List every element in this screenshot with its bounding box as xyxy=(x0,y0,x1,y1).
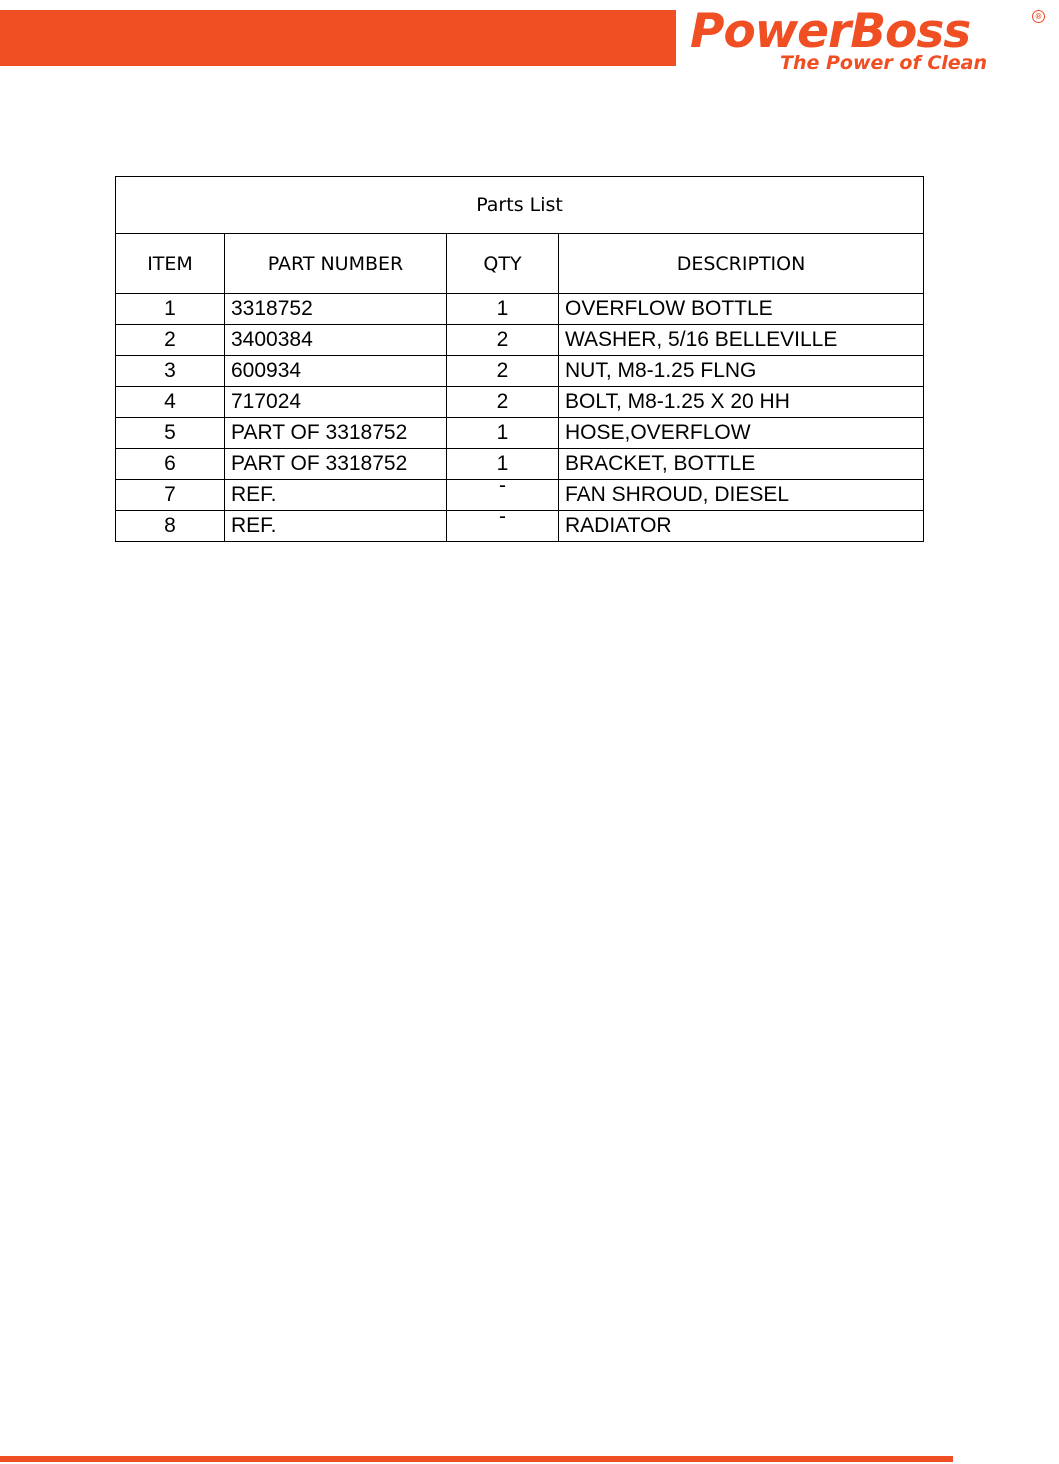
qty-cell: 2 xyxy=(447,356,559,387)
description-cell: HOSE,OVERFLOW xyxy=(559,418,924,449)
footer-bar xyxy=(0,1456,953,1462)
description-cell: BRACKET, BOTTLE xyxy=(559,449,924,480)
column-header-qty: QTY xyxy=(447,234,559,294)
table-row xyxy=(116,356,924,387)
part-number-cell: 3318752 xyxy=(225,294,447,325)
item-cell: 1 xyxy=(116,294,225,325)
table-row xyxy=(116,480,924,511)
description-cell: OVERFLOW BOTTLE xyxy=(559,294,924,325)
table-row xyxy=(116,511,924,542)
part-number-cell: REF. xyxy=(225,480,447,511)
table-title: Parts List xyxy=(116,177,924,234)
brand-logo xyxy=(690,4,1050,76)
registered-mark: ® xyxy=(1032,10,1045,23)
qty-cell: - xyxy=(447,480,559,511)
item-cell: 8 xyxy=(116,511,225,542)
table-title-row xyxy=(116,177,924,234)
table-row xyxy=(116,325,924,356)
table-row xyxy=(116,449,924,480)
description-cell: FAN SHROUD, DIESEL xyxy=(559,480,924,511)
part-number-cell: PART OF 3318752 xyxy=(225,449,447,480)
column-header-part-number: PART NUMBER xyxy=(225,234,447,294)
column-header-description: DESCRIPTION xyxy=(559,234,924,294)
item-cell: 7 xyxy=(116,480,225,511)
qty-cell: 1 xyxy=(447,449,559,480)
qty-cell: 1 xyxy=(447,294,559,325)
brand-name: PowerBoss xyxy=(690,4,971,59)
qty-cell: 2 xyxy=(447,325,559,356)
qty-cell: - xyxy=(447,511,559,542)
item-cell: 6 xyxy=(116,449,225,480)
part-number-cell: PART OF 3318752 xyxy=(225,418,447,449)
column-header-item: ITEM xyxy=(116,234,225,294)
parts-list-table xyxy=(115,176,924,542)
part-number-cell: 600934 xyxy=(225,356,447,387)
table-header-row xyxy=(116,234,924,294)
header-bar xyxy=(0,10,676,66)
table-row xyxy=(116,294,924,325)
table-row xyxy=(116,387,924,418)
description-cell: WASHER, 5/16 BELLEVILLE xyxy=(559,325,924,356)
description-cell: RADIATOR xyxy=(559,511,924,542)
description-cell: BOLT, M8-1.25 X 20 HH xyxy=(559,387,924,418)
description-cell: NUT, M8-1.25 FLNG xyxy=(559,356,924,387)
brand-tagline: The Power of Clean xyxy=(780,52,988,74)
item-cell: 2 xyxy=(116,325,225,356)
table-row xyxy=(116,418,924,449)
item-cell: 5 xyxy=(116,418,225,449)
qty-cell: 2 xyxy=(447,387,559,418)
item-cell: 4 xyxy=(116,387,225,418)
item-cell: 3 xyxy=(116,356,225,387)
part-number-cell: 717024 xyxy=(225,387,447,418)
part-number-cell: REF. xyxy=(225,511,447,542)
qty-cell: 1 xyxy=(447,418,559,449)
part-number-cell: 3400384 xyxy=(225,325,447,356)
